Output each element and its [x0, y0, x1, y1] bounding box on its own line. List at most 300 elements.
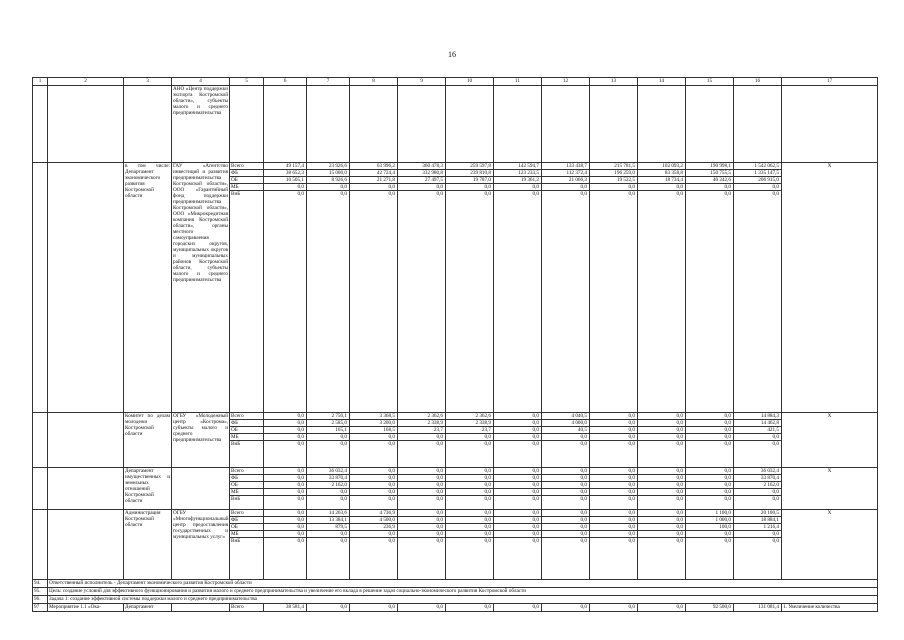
- value-cell: 1 100,0: [686, 510, 734, 517]
- funding-source-cell: Всего: [230, 604, 264, 612]
- section-text-cell: Цель: создание условий для эффективного функционирования и развития малого и среднего предпринимательства и увеличение его вклада в решение задач социально-экономического развития Костромской области: [48, 588, 878, 596]
- value-cell: 15 000,0: [307, 170, 350, 177]
- value-cell: 0,0: [264, 184, 307, 191]
- column-number-cell: 7: [307, 78, 350, 86]
- value-cell: 0,0: [638, 482, 686, 489]
- value-cell: 0,0: [446, 184, 494, 191]
- value-cell: 2 162,0: [307, 482, 350, 489]
- empty-cell: [350, 86, 398, 163]
- value-cell: 0,0: [590, 496, 638, 510]
- value-cell: 2 585,0: [307, 420, 350, 427]
- section-row: [33, 596, 878, 604]
- value-cell: 0,0: [590, 538, 638, 580]
- value-cell: 0,0: [398, 482, 446, 489]
- section-row: [33, 588, 878, 596]
- value-cell: 0,0: [590, 510, 638, 517]
- row-number-cell: 95.: [33, 588, 48, 596]
- value-cell: 0,0: [734, 489, 782, 496]
- value-cell: 0,0: [590, 524, 638, 531]
- funding-source-cell: ФБ: [230, 170, 264, 177]
- value-cell: 0,0: [542, 496, 590, 510]
- value-cell: 0,0: [398, 184, 446, 191]
- value-cell: 0,0: [350, 184, 398, 191]
- value-cell: 131 081,4: [734, 604, 782, 612]
- value-cell: 239 810,8: [446, 170, 494, 177]
- empty-cell: [124, 86, 172, 163]
- value-cell: 4 736,9: [350, 510, 398, 517]
- value-cell: 0,0: [307, 489, 350, 496]
- value-cell: 0,0: [638, 510, 686, 517]
- value-cell: 0,0: [264, 482, 307, 489]
- value-cell: 0,0: [542, 468, 590, 475]
- value-cell: 0,0: [494, 427, 542, 434]
- value-cell: 2 362,6: [446, 413, 494, 420]
- value-cell: 0,0: [446, 468, 494, 475]
- participant-cell: [172, 468, 230, 510]
- value-cell: 0,0: [686, 538, 734, 580]
- empty-cell: [542, 86, 590, 163]
- column-number-cell: 16: [734, 78, 782, 86]
- empty-cell: [230, 86, 264, 163]
- value-cell: 0,0: [686, 434, 734, 441]
- value-cell: 0,0: [638, 184, 686, 191]
- value-cell: 0,0: [494, 184, 542, 191]
- empty-cell: [398, 86, 446, 163]
- column-number-cell: 2: [48, 78, 124, 86]
- result-cell: X: [782, 413, 878, 468]
- value-cell: 0,0: [350, 434, 398, 441]
- value-cell: 21 271,8: [350, 177, 398, 184]
- value-cell: 0,0: [638, 191, 686, 413]
- value-cell: 0,0: [350, 468, 398, 475]
- section-text-cell: Задача 1: создание эффективной системы поддержки малого и среднего предпринимательства: [48, 596, 878, 604]
- value-cell: 3 200,0: [350, 420, 398, 427]
- value-cell: 0,0: [638, 434, 686, 441]
- value-cell: 0,0: [446, 517, 494, 524]
- value-cell: 0,0: [264, 434, 307, 441]
- value-cell: 1 216,4: [734, 524, 782, 531]
- value-cell: 2 338,9: [398, 420, 446, 427]
- value-cell: 0,0: [264, 441, 307, 468]
- value-cell: 0,0: [686, 482, 734, 489]
- value-cell: 236,9: [350, 524, 398, 531]
- value-cell: 0,0: [398, 489, 446, 496]
- value-cell: 0,0: [542, 517, 590, 524]
- result-cell: 1. Увеличение количества: [782, 604, 878, 612]
- funding-source-cell: ФБ: [230, 475, 264, 482]
- value-cell: 0,0: [542, 510, 590, 517]
- participant-cell: ОГБУ «Многофункциональный центр предоставления государственных и муниципальных услуг»: [172, 510, 230, 580]
- value-cell: 0,0: [734, 531, 782, 538]
- value-cell: 14 263,6: [307, 510, 350, 517]
- responsible-executor-cell: в том числе: Департамент экономического развития Костромской области: [124, 163, 172, 413]
- value-cell: 1 335 147,5: [734, 170, 782, 177]
- value-cell: 0,0: [638, 441, 686, 468]
- value-cell: 0,0: [638, 496, 686, 510]
- value-cell: 0,0: [734, 184, 782, 191]
- value-cell: 0,0: [734, 434, 782, 441]
- value-cell: 0,0: [590, 184, 638, 191]
- value-cell: 0,0: [494, 517, 542, 524]
- value-cell: 4 500,0: [350, 517, 398, 524]
- column-number-cell: 5: [230, 78, 264, 86]
- funding-source-cell: МБ: [230, 184, 264, 191]
- value-cell: 0,0: [307, 538, 350, 580]
- value-cell: 0,0: [398, 475, 446, 482]
- value-cell: 0,0: [350, 441, 398, 468]
- row-number-cell: 97: [33, 604, 48, 612]
- funding-source-cell: ОБ: [230, 482, 264, 489]
- responsible-executor-cell: Департамент имущественных и земельных отношений Костромской области: [124, 468, 172, 510]
- funding-source-cell: ФБ: [230, 420, 264, 427]
- value-cell: 0,0: [264, 489, 307, 496]
- value-cell: 0,0: [638, 427, 686, 434]
- empty-cell: [446, 86, 494, 163]
- value-cell: 0,0: [638, 604, 686, 612]
- value-cell: 0,0: [446, 434, 494, 441]
- number-cell: [33, 163, 48, 413]
- column-number-cell: 3: [124, 78, 172, 86]
- funding-source-cell: МБ: [230, 531, 264, 538]
- value-cell: 63 996,2: [350, 163, 398, 170]
- value-cell: 0,0: [686, 496, 734, 510]
- empty-cell: [307, 86, 350, 163]
- value-cell: 14 884,3: [734, 413, 782, 420]
- value-cell: 0,0: [686, 191, 734, 413]
- column-number-cell: 10: [446, 78, 494, 86]
- table-row: [33, 86, 878, 163]
- value-cell: 259 597,8: [446, 163, 494, 170]
- value-cell: 0,0: [264, 420, 307, 427]
- value-cell: 165,1: [307, 427, 350, 434]
- value-cell: 0,0: [264, 496, 307, 510]
- value-cell: 0,0: [734, 191, 782, 413]
- value-cell: 0,0: [686, 420, 734, 427]
- table-row: [33, 413, 878, 420]
- value-cell: 36 032,4: [734, 468, 782, 475]
- value-cell: 0,0: [590, 489, 638, 496]
- value-cell: 0,0: [494, 496, 542, 510]
- value-cell: 0,0: [590, 427, 638, 434]
- value-cell: 0,0: [542, 441, 590, 468]
- value-cell: 0,0: [398, 604, 446, 612]
- value-cell: 123 233,5: [494, 170, 542, 177]
- value-cell: 0,0: [398, 531, 446, 538]
- value-cell: 142 594,7: [494, 163, 542, 170]
- value-cell: 0,0: [494, 191, 542, 413]
- value-cell: 0,0: [494, 413, 542, 420]
- value-cell: 0,0: [686, 531, 734, 538]
- value-cell: 0,0: [638, 524, 686, 531]
- value-cell: 0,0: [350, 482, 398, 489]
- value-cell: 0,0: [686, 427, 734, 434]
- funding-source-cell: ОБ: [230, 427, 264, 434]
- section-row: [33, 580, 878, 588]
- value-cell: 0,0: [734, 538, 782, 580]
- number-cell: [33, 413, 48, 468]
- participant-cell: [172, 604, 230, 612]
- value-cell: 421,5: [734, 427, 782, 434]
- empty-cell: [734, 86, 782, 163]
- budget-table: [32, 77, 878, 612]
- value-cell: 0,0: [446, 482, 494, 489]
- value-cell: 0,0: [446, 531, 494, 538]
- table-header-row: [33, 78, 878, 86]
- value-cell: 168,5: [350, 427, 398, 434]
- value-cell: 0,0: [494, 538, 542, 580]
- value-cell: 0,0: [350, 538, 398, 580]
- value-cell: 10 505,1: [264, 177, 307, 184]
- measure-name-cell: [48, 510, 124, 580]
- funding-source-cell: ВнБ: [230, 441, 264, 468]
- value-cell: 19 361,2: [494, 177, 542, 184]
- value-cell: 0,0: [686, 489, 734, 496]
- value-cell: 0,0: [542, 184, 590, 191]
- column-number-cell: 9: [398, 78, 446, 86]
- value-cell: 0,0: [264, 538, 307, 580]
- value-cell: 0,0: [542, 538, 590, 580]
- value-cell: 0,0: [398, 468, 446, 475]
- value-cell: 0,0: [264, 510, 307, 517]
- value-cell: 0,0: [446, 510, 494, 517]
- measure-name-cell: Мероприятие 1.1 «Ока-: [48, 604, 124, 612]
- column-number-cell: 1: [33, 78, 48, 86]
- measure-name-cell: [48, 163, 124, 413]
- empty-cell: [686, 86, 734, 163]
- value-cell: 0,0: [590, 531, 638, 538]
- value-cell: 0,0: [590, 191, 638, 413]
- value-cell: 0,0: [264, 517, 307, 524]
- value-cell: 21 066,3: [542, 177, 590, 184]
- funding-source-cell: ФБ: [230, 517, 264, 524]
- value-cell: 0,0: [398, 538, 446, 580]
- section-text-cell: Ответственный исполнитель - Департамент экономического развития Костромской области: [48, 580, 878, 588]
- funding-source-cell: Всего: [230, 163, 264, 170]
- value-cell: 40,5: [542, 427, 590, 434]
- value-cell: 19 522,5: [590, 177, 638, 184]
- value-cell: 0,0: [398, 510, 446, 517]
- value-cell: 83 358,8: [638, 170, 686, 177]
- empty-cell: [494, 86, 542, 163]
- value-cell: 4 040,5: [542, 413, 590, 420]
- row-number-cell: 94.: [33, 580, 48, 588]
- value-cell: 0,0: [590, 482, 638, 489]
- value-cell: 49 157,4: [264, 163, 307, 170]
- value-cell: 0,0: [494, 420, 542, 427]
- column-number-cell: 6: [264, 78, 307, 86]
- value-cell: 0,0: [307, 184, 350, 191]
- value-cell: 0,0: [494, 482, 542, 489]
- value-cell: 0,0: [542, 531, 590, 538]
- value-cell: 36 032,4: [307, 468, 350, 475]
- value-cell: 0,0: [542, 191, 590, 413]
- value-cell: 0,0: [590, 517, 638, 524]
- value-cell: 0,0: [590, 420, 638, 427]
- table-row: [33, 468, 878, 475]
- executor-cell: АНО «Центр поддержки экспорта Костромской области», субъекты малого и среднего предпринимательства: [172, 86, 230, 163]
- funding-source-cell: ВнБ: [230, 496, 264, 510]
- value-cell: 206 915,0: [734, 177, 782, 184]
- value-cell: 0,0: [542, 524, 590, 531]
- value-cell: 19 787,0: [446, 177, 494, 184]
- value-cell: 0,0: [350, 531, 398, 538]
- column-number-cell: 11: [494, 78, 542, 86]
- value-cell: 38 652,3: [264, 170, 307, 177]
- value-cell: 0,0: [494, 489, 542, 496]
- value-cell: 0,0: [494, 468, 542, 475]
- value-cell: 0,0: [542, 489, 590, 496]
- value-cell: 190 998,1: [686, 163, 734, 170]
- value-cell: 0,0: [590, 604, 638, 612]
- measure-name-cell: [48, 413, 124, 468]
- funding-source-cell: Всего: [230, 510, 264, 517]
- number-cell: [33, 510, 48, 580]
- funding-source-cell: ОБ: [230, 177, 264, 184]
- value-cell: 0,0: [686, 413, 734, 420]
- value-cell: 0,0: [264, 427, 307, 434]
- funding-source-cell: Всего: [230, 413, 264, 420]
- value-cell: 0,0: [264, 191, 307, 413]
- value-cell: 18 884,1: [734, 517, 782, 524]
- value-cell: 0,0: [542, 475, 590, 482]
- value-cell: 0,0: [638, 420, 686, 427]
- value-cell: 23,7: [398, 427, 446, 434]
- empty-cell: [264, 86, 307, 163]
- value-cell: 100,0: [686, 524, 734, 531]
- value-cell: 112 372,4: [542, 170, 590, 177]
- value-cell: 0,0: [590, 434, 638, 441]
- value-cell: 1 000,0: [686, 517, 734, 524]
- column-number-cell: 4: [172, 78, 230, 86]
- result-cell: X: [782, 468, 878, 510]
- value-cell: 0,0: [398, 434, 446, 441]
- value-cell: 0,0: [264, 413, 307, 420]
- value-cell: 0,0: [446, 489, 494, 496]
- row-number-cell: 96.: [33, 596, 48, 604]
- value-cell: 0,0: [494, 531, 542, 538]
- value-cell: 0,0: [494, 524, 542, 531]
- value-cell: 0,0: [446, 475, 494, 482]
- participant-cell: ОГБУ «Молодежный центр «Кострома», субъекты малого и среднего предпринимательства: [172, 413, 230, 468]
- responsible-executor-cell: Комитет по делам молодежи Костромской области: [124, 413, 172, 468]
- value-cell: 0,0: [590, 441, 638, 468]
- funding-source-cell: МБ: [230, 434, 264, 441]
- value-cell: 0,0: [542, 604, 590, 612]
- value-cell: 360 478,3: [398, 163, 446, 170]
- value-cell: 27 497,5: [398, 177, 446, 184]
- value-cell: 33 870,4: [307, 475, 350, 482]
- column-number-cell: 14: [638, 78, 686, 86]
- value-cell: 0,0: [446, 524, 494, 531]
- value-cell: 2 162,0: [734, 482, 782, 489]
- value-cell: 38 581,4: [264, 604, 307, 612]
- column-number-cell: 17: [782, 78, 878, 86]
- value-cell: 0,0: [638, 517, 686, 524]
- table-row: [33, 163, 878, 170]
- value-cell: 0,0: [446, 604, 494, 612]
- value-cell: 2 750,1: [307, 413, 350, 420]
- funding-source-cell: МБ: [230, 489, 264, 496]
- responsible-executor-cell: Департамент: [124, 604, 172, 612]
- value-cell: 0,0: [734, 441, 782, 468]
- value-cell: 0,0: [264, 475, 307, 482]
- value-cell: 4 000,0: [542, 420, 590, 427]
- value-cell: 0,0: [446, 191, 494, 413]
- value-cell: 0,0: [638, 531, 686, 538]
- empty-cell: [33, 86, 48, 163]
- value-cell: 0,0: [350, 489, 398, 496]
- result-cell: X: [782, 163, 878, 413]
- page-number: 16: [448, 50, 456, 59]
- value-cell: 0,0: [350, 191, 398, 413]
- value-cell: 0,0: [494, 441, 542, 468]
- value-cell: 40 242,6: [686, 177, 734, 184]
- value-cell: 0,0: [638, 538, 686, 580]
- value-cell: 0,0: [307, 441, 350, 468]
- value-cell: 1 542 062,5: [734, 163, 782, 170]
- measure-name-cell: [48, 468, 124, 510]
- funding-source-cell: ОБ: [230, 524, 264, 531]
- value-cell: 0,0: [398, 441, 446, 468]
- result-cell: X: [782, 510, 878, 580]
- value-cell: 150 755,5: [686, 170, 734, 177]
- value-cell: 20 100,5: [734, 510, 782, 517]
- value-cell: 0,0: [638, 468, 686, 475]
- table-row: [33, 604, 878, 612]
- value-cell: 42 724,4: [350, 170, 398, 177]
- funding-source-cell: ВнБ: [230, 538, 264, 580]
- value-cell: 0,0: [638, 475, 686, 482]
- value-cell: 0,0: [686, 475, 734, 482]
- value-cell: 0,0: [446, 538, 494, 580]
- value-cell: 0,0: [494, 604, 542, 612]
- value-cell: 0,0: [494, 475, 542, 482]
- value-cell: 0,0: [307, 434, 350, 441]
- value-cell: 8 926,6: [307, 177, 350, 184]
- value-cell: 0,0: [734, 496, 782, 510]
- value-cell: 0,0: [590, 413, 638, 420]
- value-cell: 33 870,4: [734, 475, 782, 482]
- value-cell: 23,7: [446, 427, 494, 434]
- value-cell: 0,0: [542, 482, 590, 489]
- value-cell: 0,0: [590, 475, 638, 482]
- value-cell: 13 384,1: [307, 517, 350, 524]
- funding-source-cell: Всего: [230, 468, 264, 475]
- value-cell: 102 093,2: [638, 163, 686, 170]
- value-cell: 0,0: [494, 434, 542, 441]
- funding-source-cell: ВнБ: [230, 191, 264, 413]
- value-cell: 23 926,6: [307, 163, 350, 170]
- value-cell: 0,0: [542, 434, 590, 441]
- value-cell: 18 734,4: [638, 177, 686, 184]
- value-cell: 215 781,5: [590, 163, 638, 170]
- number-cell: [33, 468, 48, 510]
- value-cell: 0,0: [398, 191, 446, 413]
- value-cell: 0,0: [494, 510, 542, 517]
- value-cell: 3 368,5: [350, 413, 398, 420]
- responsible-executor-cell: Администрация Костромской области: [124, 510, 172, 580]
- value-cell: 2 338,9: [446, 420, 494, 427]
- value-cell: 0,0: [264, 468, 307, 475]
- empty-cell: [590, 86, 638, 163]
- value-cell: 14 462,8: [734, 420, 782, 427]
- empty-cell: [48, 86, 124, 163]
- value-cell: 0,0: [350, 604, 398, 612]
- value-cell: 196 259,0: [590, 170, 638, 177]
- value-cell: 0,0: [307, 604, 350, 612]
- value-cell: 0,0: [446, 441, 494, 468]
- value-cell: 0,0: [264, 531, 307, 538]
